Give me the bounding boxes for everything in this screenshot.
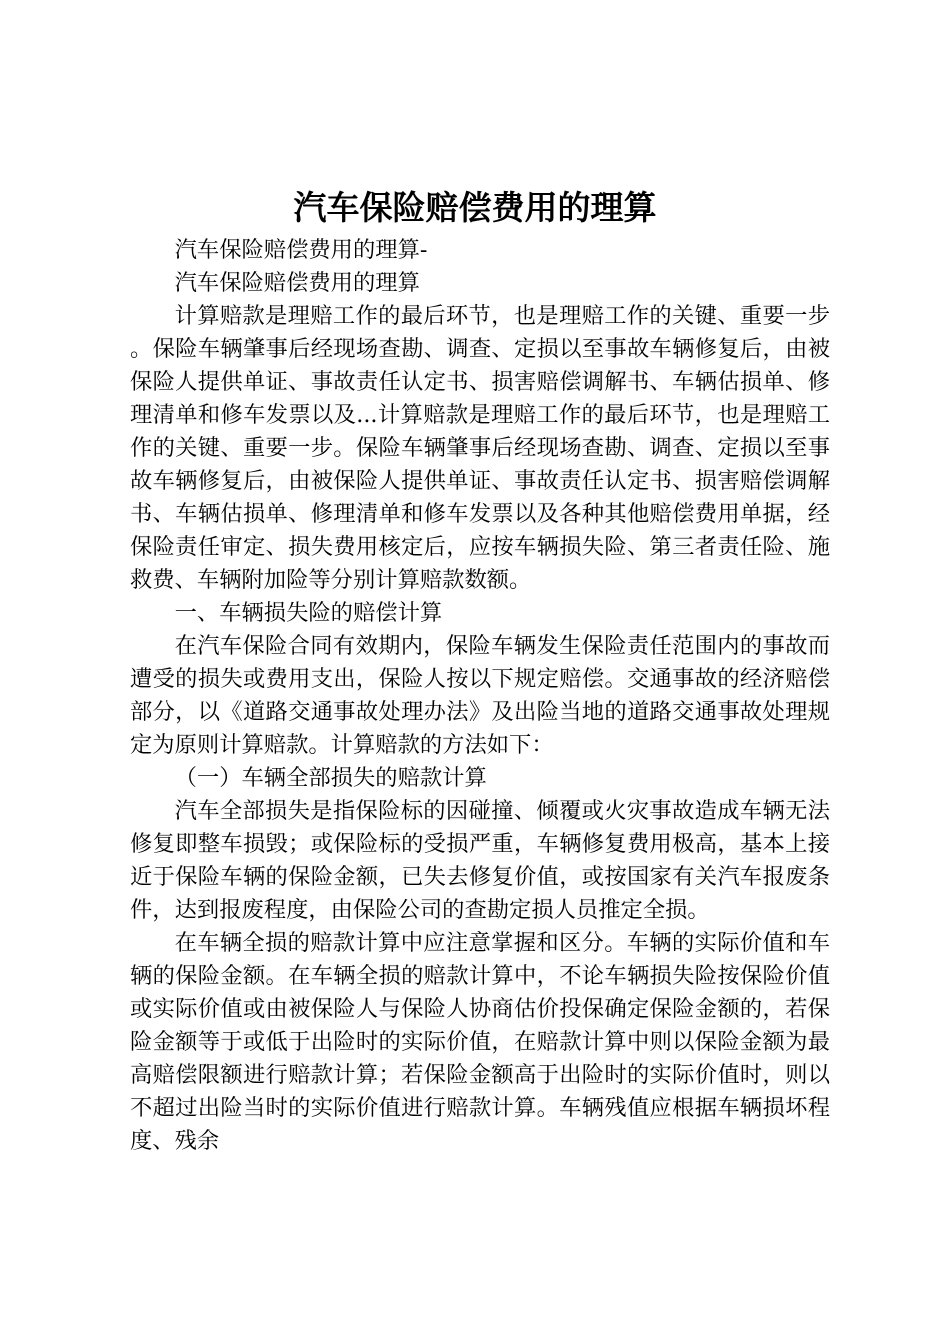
paragraph-section-1: 在汽车保险合同有效期内，保险车辆发生保险责任范围内的事故而遭受的损失或费用支出，保险人按以下规定赔偿。交通事故的经济赔偿部分，以《道路交通事故处理办法》及出险当地的道路交通事故处理规定为原则计算赔款。计算赔款的方法如下： <box>130 633 830 758</box>
document-body <box>130 234 830 1158</box>
section-heading-1: 一、车辆损失险的赔偿计算 <box>174 600 443 626</box>
paragraph-intro: 计算赔款是理赔工作的最后环节，也是理赔工作的关键、重要一步。保险车辆肇事后经现场查勘、调查、定损以至事故车辆修复后，由被保险人提供单证、事故责任认定书、损害赔偿调解书、车辆估损单、修理清单和修车发票以及...计算赔款是理赔工作的最后环节，也是理赔工作的关键、重要一步。保险车辆肇事后经现场查勘、调查、定损以至事故车辆修复后，由被保险人提供单证、事故责任认定书、损害赔偿调解书、车辆估损单、修理清单和修车发票以及各种其他赔偿费用单据，经保险责任审定、损失费用核定后，应按车辆损失险、第三者责任险、施救费、车辆附加险等分别计算赔款数额。 <box>130 303 830 593</box>
subsection-heading-1: （一）车辆全部损失的赔款计算 <box>174 765 487 791</box>
document-title: 汽车保险赔偿费用的理算 <box>293 188 657 227</box>
paragraph-total-loss: 汽车全部损失是指保险标的因碰撞、倾覆或火灾事故造成车辆无法修复即整车损毁；或保险标的受损严重，车辆修复费用极高，基本上接近于保险车辆的保险金额，已失去修复价值，或按国家有关汽车报废条件，达到报废程度，由保险公司的查勘定损人员推定全损。 <box>130 798 830 923</box>
paragraph-subtitle-1: 汽车保险赔偿费用的理算- <box>174 237 428 263</box>
paragraph-subtitle-2: 汽车保险赔偿费用的理算 <box>174 270 420 296</box>
paragraph-total-loss-calc: 在车辆全损的赔款计算中应注意掌握和区分。车辆的实际价值和车辆的保险金额。在车辆全损的赔款计算中，不论车辆损失险按保险价值或实际价值或由被保险人与保险人协商估价投保确定保险金额的，若保险金额等于或低于出险时的实际价值，在赔款计算中则以保险金额为最高赔偿限额进行赔款计算；若保险金额高于出险时的实际价值时，则以不超过出险当时的实际价值进行赔款计算。车辆残值应根据车辆损坏程度、残余 <box>130 930 830 1154</box>
